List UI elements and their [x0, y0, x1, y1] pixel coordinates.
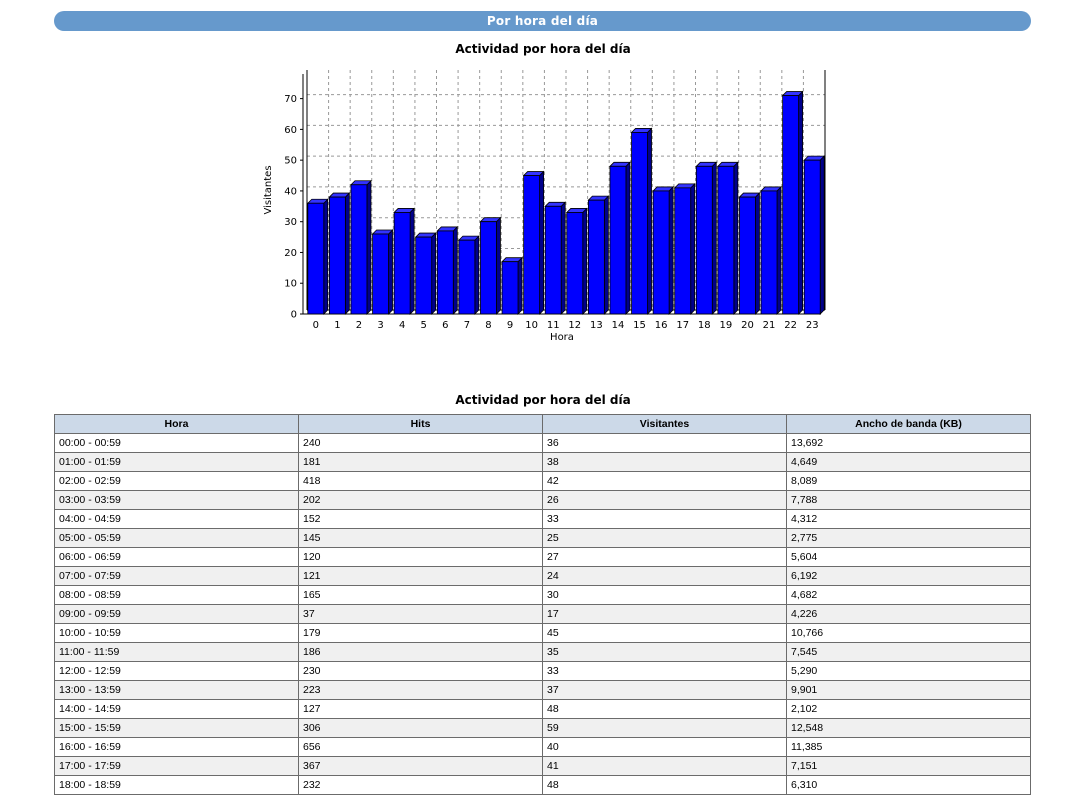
bar: [675, 184, 695, 314]
cell-hora: 07:00 - 07:59: [55, 567, 299, 586]
bar-front: [783, 96, 799, 314]
bar-side: [820, 156, 824, 314]
table-row: [55, 738, 1031, 757]
cell-ancho-de-banda: 9,901: [787, 681, 1031, 700]
x-tick-label: 16: [654, 320, 668, 331]
bar-front: [610, 166, 626, 314]
cell-hits: 145: [299, 529, 543, 548]
bar-side: [432, 233, 436, 314]
bar: [373, 230, 393, 314]
cell-ancho-de-banda: 10,766: [787, 624, 1031, 643]
x-tick-label: 12: [568, 320, 582, 331]
bar: [459, 236, 479, 314]
cell-ancho-de-banda: 12,548: [787, 719, 1031, 738]
cell-visitantes: 27: [543, 548, 787, 567]
y-tick-label: 50: [284, 155, 297, 167]
cell-visitantes: 17: [543, 605, 787, 624]
x-tick-label: 8: [485, 320, 492, 331]
column-header-hora: Hora: [55, 415, 299, 434]
bar-side: [648, 128, 652, 314]
cell-hits: 240: [299, 434, 543, 453]
bar-top: [373, 230, 393, 234]
cell-hora: 00:00 - 00:59: [55, 434, 299, 453]
bar-side: [496, 218, 500, 314]
bar-front: [632, 132, 648, 314]
x-tick-label: 20: [741, 320, 754, 331]
cell-hora: 18:00 - 18:59: [55, 776, 299, 795]
bar-top: [524, 172, 544, 176]
bar-front: [761, 191, 777, 314]
bar-side: [691, 184, 695, 314]
bar-front: [675, 188, 691, 314]
column-header-ancho-de-banda: Ancho de banda (KB): [787, 415, 1031, 434]
bar-front: [804, 160, 820, 314]
table-row: [55, 776, 1031, 795]
bar: [696, 162, 716, 314]
cell-ancho-de-banda: 6,310: [787, 776, 1031, 795]
x-tick-label: 19: [719, 320, 733, 331]
cell-hits: 120: [299, 548, 543, 567]
bar-front: [502, 262, 518, 314]
cell-hora: 10:00 - 10:59: [55, 624, 299, 643]
cell-visitantes: 30: [543, 586, 787, 605]
cell-visitantes: 59: [543, 719, 787, 738]
bar-top: [567, 208, 587, 212]
table-row: [55, 510, 1031, 529]
table-row: [55, 453, 1031, 472]
cell-hora: 13:00 - 13:59: [55, 681, 299, 700]
column-header-visitantes: Visitantes: [543, 415, 787, 434]
bar-top: [351, 181, 371, 185]
table-body: [55, 434, 1031, 795]
cell-visitantes: 37: [543, 681, 787, 700]
x-tick-label: 7: [463, 320, 471, 331]
y-tick-label: 70: [284, 94, 297, 106]
cell-hora: 11:00 - 11:59: [55, 643, 299, 662]
cell-hora: 03:00 - 03:59: [55, 491, 299, 510]
cell-hits: 202: [299, 491, 543, 510]
bar-side: [604, 196, 608, 314]
bar-top: [545, 202, 565, 206]
table-row: [55, 719, 1031, 738]
y-tick-label: 20: [284, 247, 297, 259]
bar: [437, 227, 457, 314]
x-tick-label: 5: [420, 320, 427, 331]
cell-hora: 02:00 - 02:59: [55, 472, 299, 491]
cell-hits: 165: [299, 586, 543, 605]
bar: [351, 181, 371, 314]
cell-ancho-de-banda: 4,682: [787, 586, 1031, 605]
table-header-row: [55, 415, 1031, 434]
x-tick-label: 1: [334, 320, 341, 331]
x-tick-label: 22: [784, 320, 797, 331]
x-tick-label: 18: [697, 320, 711, 331]
x-tick-label: 2: [355, 320, 363, 331]
cell-ancho-de-banda: 13,692: [787, 434, 1031, 453]
bar: [394, 208, 414, 314]
cell-visitantes: 25: [543, 529, 787, 548]
bar-side: [712, 162, 716, 314]
bar: [632, 128, 652, 314]
bar-side: [583, 208, 587, 314]
bar: [718, 162, 738, 314]
bar: [502, 258, 522, 314]
bar-side: [540, 172, 544, 314]
section-header: [54, 11, 1031, 31]
table-row: [55, 491, 1031, 510]
y-tick-label: 40: [284, 186, 297, 198]
bar-front: [653, 191, 669, 314]
cell-ancho-de-banda: 8,089: [787, 472, 1031, 491]
y-tick-label: 0: [290, 309, 297, 321]
table-row: [55, 681, 1031, 700]
cell-hora: 05:00 - 05:59: [55, 529, 299, 548]
cell-hits: 656: [299, 738, 543, 757]
bar: [416, 233, 436, 314]
cell-hits: 181: [299, 453, 543, 472]
cell-hora: 17:00 - 17:59: [55, 757, 299, 776]
cell-hits: 232: [299, 776, 543, 795]
table-row: [55, 567, 1031, 586]
bar-front: [545, 206, 561, 314]
cell-ancho-de-banda: 11,385: [787, 738, 1031, 757]
cell-ancho-de-banda: 5,604: [787, 548, 1031, 567]
bar-front: [480, 222, 496, 314]
cell-hora: 04:00 - 04:59: [55, 510, 299, 529]
table-row: [55, 662, 1031, 681]
bar: [545, 202, 565, 314]
cell-hits: 306: [299, 719, 543, 738]
cell-hits: 223: [299, 681, 543, 700]
bar-chart: [0, 40, 1086, 350]
bar-side: [734, 162, 738, 314]
cell-hora: 15:00 - 15:59: [55, 719, 299, 738]
bar-front: [588, 200, 604, 314]
bar-front: [437, 231, 453, 314]
cell-visitantes: 48: [543, 700, 787, 719]
bar-side: [453, 227, 457, 314]
table-row: [55, 434, 1031, 453]
bar: [588, 196, 608, 314]
cell-visitantes: 33: [543, 662, 787, 681]
bar-front: [394, 212, 410, 314]
bar-front: [696, 166, 712, 314]
cell-ancho-de-banda: 7,151: [787, 757, 1031, 776]
cell-visitantes: 26: [543, 491, 787, 510]
bar-front: [373, 234, 389, 314]
bar-side: [324, 199, 328, 314]
bar-top: [588, 196, 608, 200]
cell-visitantes: 24: [543, 567, 787, 586]
table-row: [55, 624, 1031, 643]
cell-visitantes: 41: [543, 757, 787, 776]
cell-visitantes: 42: [543, 472, 787, 491]
cell-hits: 186: [299, 643, 543, 662]
cell-ancho-de-banda: 7,545: [787, 643, 1031, 662]
cell-visitantes: 33: [543, 510, 787, 529]
bar: [653, 187, 673, 314]
bar-side: [475, 236, 479, 314]
y-axis-label: Visitantes: [263, 165, 274, 215]
bar: [804, 156, 824, 314]
bar-top: [761, 187, 781, 191]
cell-hora: 08:00 - 08:59: [55, 586, 299, 605]
y-tick-label: 60: [284, 124, 297, 136]
bar: [308, 199, 328, 314]
cell-ancho-de-banda: 6,192: [787, 567, 1031, 586]
bar-top: [329, 193, 349, 197]
x-tick-label: 14: [611, 320, 625, 331]
bar-top: [653, 187, 673, 191]
bar-front: [329, 197, 345, 314]
bar-top: [718, 162, 738, 166]
x-axis-label: Hora: [550, 332, 574, 343]
bar-front: [459, 240, 475, 314]
bar: [739, 193, 759, 314]
bar: [524, 172, 544, 314]
cell-hits: 152: [299, 510, 543, 529]
bar-top: [459, 236, 479, 240]
cell-ancho-de-banda: 4,226: [787, 605, 1031, 624]
bar: [329, 193, 349, 314]
bar-front: [351, 185, 367, 314]
cell-hora: 14:00 - 14:59: [55, 700, 299, 719]
cell-ancho-de-banda: 4,312: [787, 510, 1031, 529]
bar-front: [739, 197, 755, 314]
bar: [783, 92, 803, 314]
cell-visitantes: 38: [543, 453, 787, 472]
table-row: [55, 643, 1031, 662]
section-title: Por hora del día: [486, 14, 599, 28]
bar-top: [696, 162, 716, 166]
cell-hora: 06:00 - 06:59: [55, 548, 299, 567]
x-tick-label: 13: [590, 320, 603, 331]
bar-top: [437, 227, 457, 231]
bar-side: [669, 187, 673, 314]
x-tick-label: 10: [525, 320, 538, 331]
x-tick-label: 9: [506, 320, 514, 331]
cell-hora: 01:00 - 01:59: [55, 453, 299, 472]
column-header-hits: Hits: [299, 415, 543, 434]
cell-visitantes: 36: [543, 434, 787, 453]
cell-hora: 09:00 - 09:59: [55, 605, 299, 624]
x-tick-label: 23: [805, 320, 819, 331]
bar-front: [524, 176, 540, 314]
bar-top: [480, 218, 500, 222]
bar-side: [777, 187, 781, 314]
bar-side: [410, 208, 414, 314]
x-tick-label: 11: [546, 320, 560, 331]
bar-side: [755, 193, 759, 314]
bar-top: [804, 156, 824, 160]
x-tick-label: 21: [762, 320, 776, 331]
bar-top: [783, 92, 803, 96]
x-tick-label: 4: [398, 320, 406, 331]
table-row: [55, 472, 1031, 491]
bar-front: [567, 212, 583, 314]
bar-front: [718, 166, 734, 314]
bar-side: [626, 162, 630, 314]
bar-side: [389, 230, 393, 314]
cell-ancho-de-banda: 4,649: [787, 453, 1031, 472]
cell-hits: 127: [299, 700, 543, 719]
chart-title: Actividad por hora del día: [455, 42, 631, 56]
y-tick-label: 30: [284, 217, 297, 229]
cell-hits: 121: [299, 567, 543, 586]
bar-side: [799, 92, 803, 314]
table-row: [55, 605, 1031, 624]
cell-visitantes: 40: [543, 738, 787, 757]
cell-hora: 16:00 - 16:59: [55, 738, 299, 757]
table-title: Actividad por hora del día: [455, 393, 631, 407]
bar-top: [610, 162, 630, 166]
cell-ancho-de-banda: 7,788: [787, 491, 1031, 510]
x-tick-label: 0: [312, 320, 319, 331]
table-row: [55, 700, 1031, 719]
bar-front: [416, 237, 432, 314]
cell-hits: 179: [299, 624, 543, 643]
cell-hora: 12:00 - 12:59: [55, 662, 299, 681]
bar-side: [518, 258, 522, 314]
cell-ancho-de-banda: 2,102: [787, 700, 1031, 719]
bar: [480, 218, 500, 314]
bar-top: [675, 184, 695, 188]
hourly-activity-table: [54, 414, 1031, 795]
x-tick-label: 6: [442, 320, 449, 331]
bar: [761, 187, 781, 314]
cell-visitantes: 35: [543, 643, 787, 662]
cell-ancho-de-banda: 2,775: [787, 529, 1031, 548]
cell-ancho-de-banda: 5,290: [787, 662, 1031, 681]
cell-hits: 367: [299, 757, 543, 776]
y-tick-label: 10: [284, 278, 297, 290]
cell-visitantes: 45: [543, 624, 787, 643]
x-tick-label: 3: [377, 320, 384, 331]
cell-hits: 37: [299, 605, 543, 624]
bar-side: [345, 193, 349, 314]
table-row: [55, 548, 1031, 567]
bar-top: [308, 199, 328, 203]
bar-front: [308, 203, 324, 314]
bar-top: [502, 258, 522, 262]
bar-top: [632, 128, 652, 132]
bar: [610, 162, 630, 314]
table-row: [55, 529, 1031, 548]
x-tick-label: 15: [633, 320, 646, 331]
bar-top: [394, 208, 414, 212]
cell-visitantes: 48: [543, 776, 787, 795]
cell-hits: 418: [299, 472, 543, 491]
table-row: [55, 757, 1031, 776]
bar: [567, 208, 587, 314]
bar-side: [367, 181, 371, 314]
bar-side: [561, 202, 565, 314]
cell-hits: 230: [299, 662, 543, 681]
bar-top: [739, 193, 759, 197]
table-row: [55, 586, 1031, 605]
bar-top: [416, 233, 436, 237]
x-tick-label: 17: [676, 320, 690, 331]
